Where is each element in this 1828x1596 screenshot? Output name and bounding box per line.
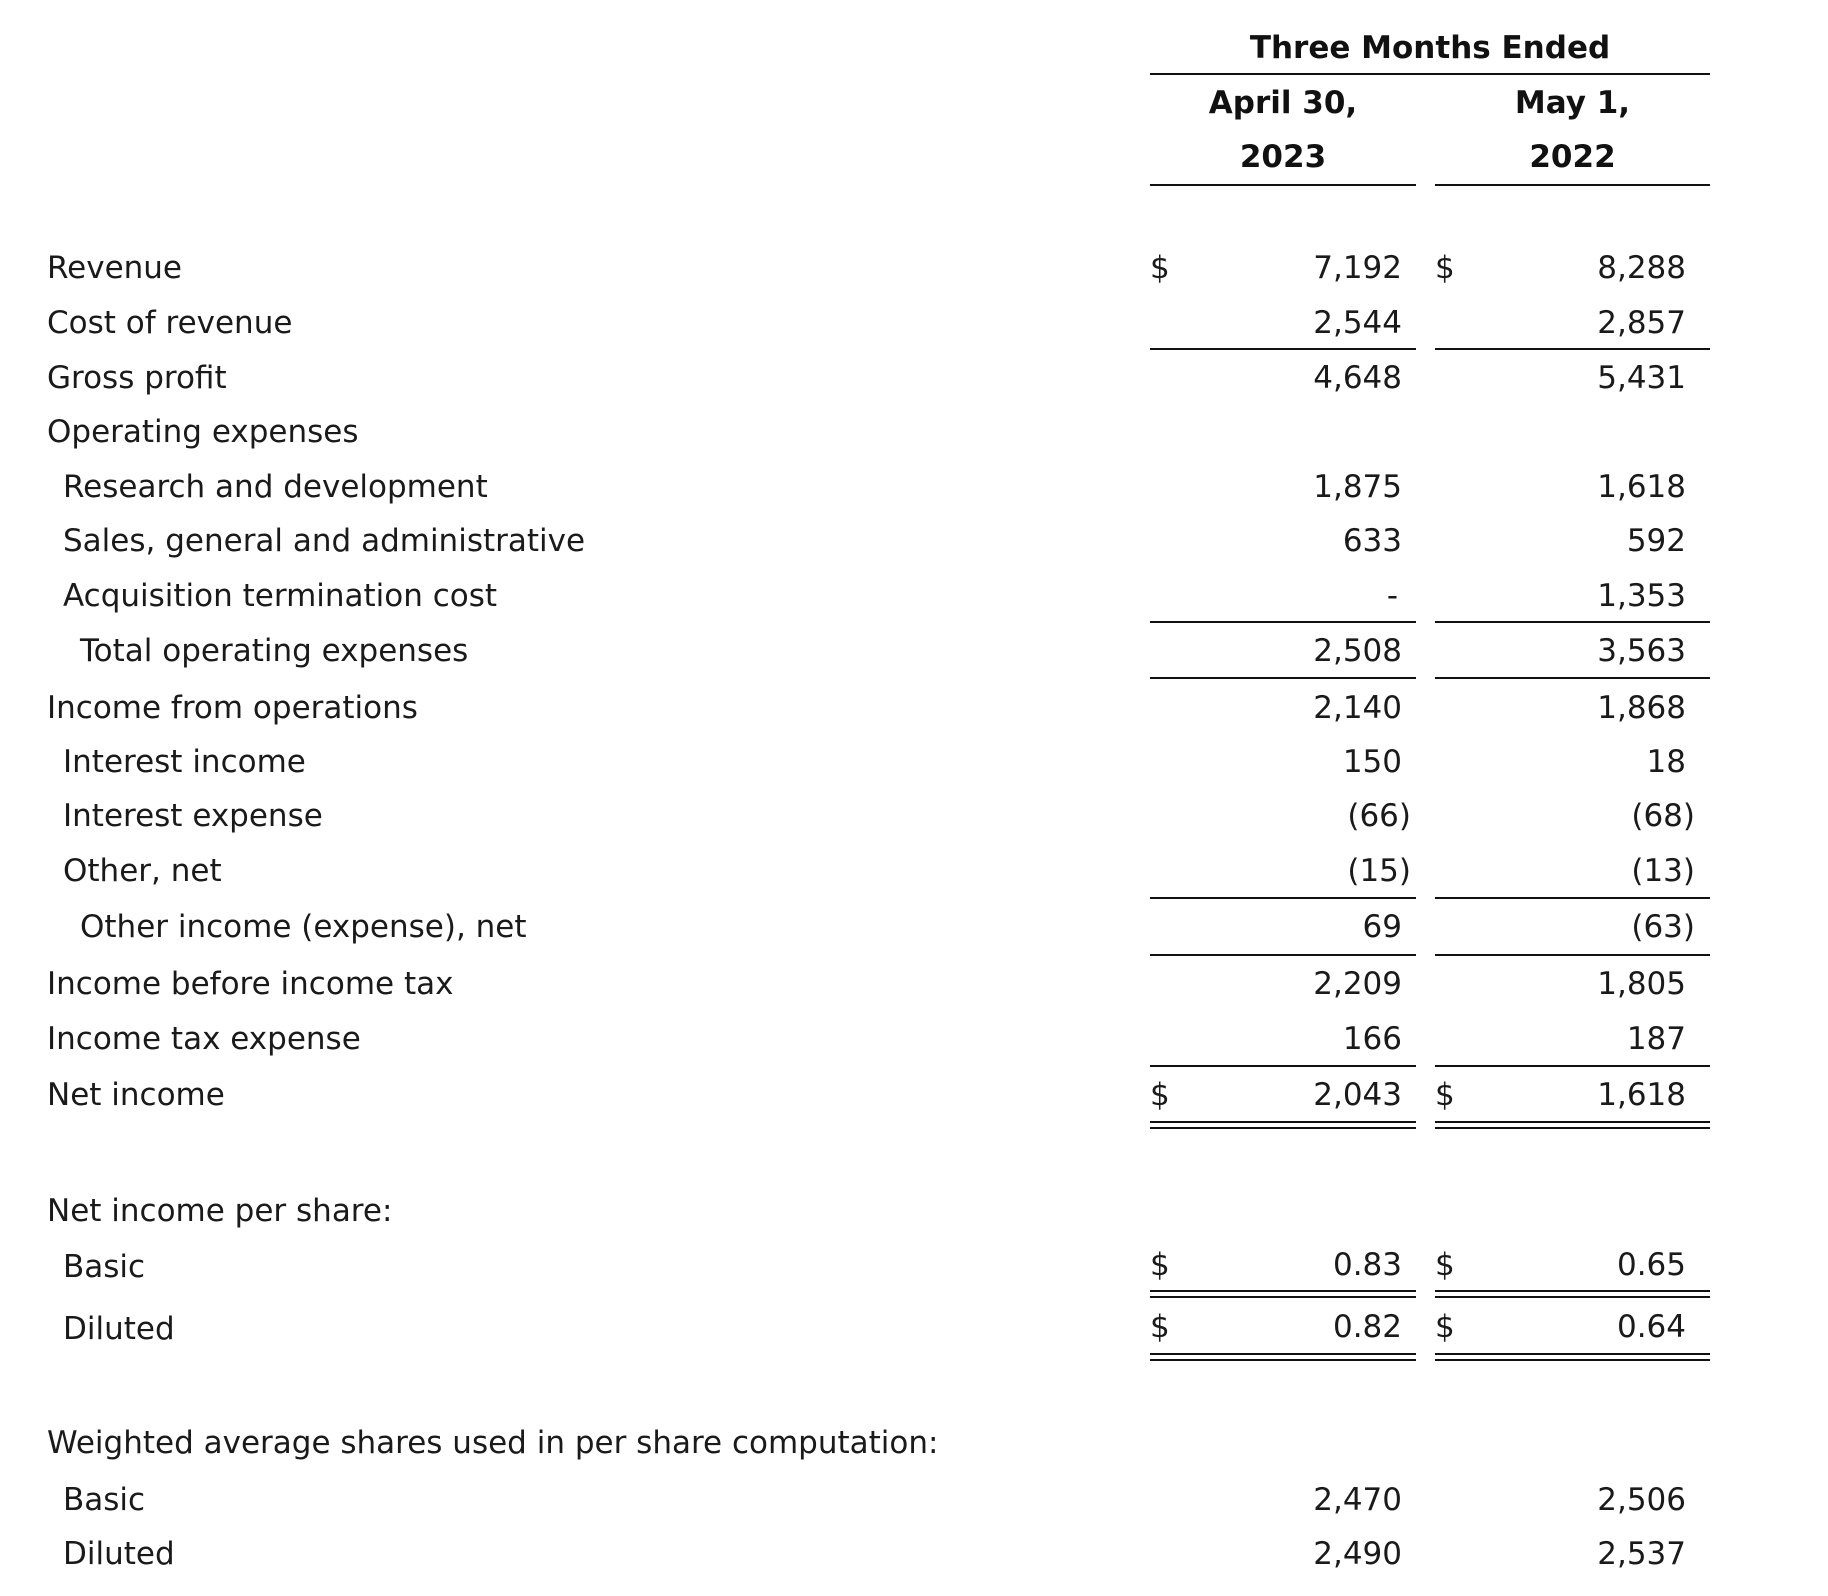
acquisition-termination-2022: 1,353 [1597, 578, 1686, 614]
diluted-shares-2022: 2,537 [1597, 1536, 1686, 1572]
row-label-net-income: Net income [47, 1077, 225, 1113]
subtotal-rule [1150, 677, 1416, 679]
other-income-expense-2023: 69 [1362, 909, 1402, 945]
currency-symbol: $ [1435, 1309, 1455, 1345]
basic-eps-2022: 0.65 [1616, 1247, 1686, 1283]
subtotal-rule [1150, 1065, 1416, 1067]
row-label-acquisition-termination: Acquisition termination cost [63, 578, 498, 614]
currency-symbol: $ [1435, 1077, 1455, 1113]
research-development-2023: 1,875 [1313, 469, 1402, 505]
interest-income-2023: 150 [1342, 744, 1402, 780]
total-double-rule [1435, 1121, 1710, 1129]
header-rule [1150, 73, 1710, 75]
currency-symbol: $ [1150, 1247, 1170, 1283]
currency-symbol: $ [1435, 250, 1455, 286]
other-income-expense-2022: (63) [1631, 909, 1695, 945]
row-label-cost-of-revenue: Cost of revenue [47, 305, 293, 341]
total-operating-expenses-2023: 2,508 [1313, 633, 1402, 669]
subtotal-rule [1150, 348, 1416, 350]
row-label-income-tax-expense: Income tax expense [47, 1021, 361, 1057]
row-label-income-before-tax: Income before income tax [47, 966, 454, 1002]
subtotal-rule [1435, 621, 1710, 623]
col1-header-bottom-rule [1150, 184, 1416, 186]
subtotal-rule [1435, 677, 1710, 679]
row-label-basic-eps: Basic [63, 1249, 146, 1285]
currency-symbol: $ [1150, 250, 1170, 286]
subtotal-rule [1150, 897, 1416, 899]
total-double-rule [1150, 1121, 1416, 1129]
row-label-operating-expenses: Operating expenses [47, 414, 359, 450]
acquisition-termination-2023: - [1386, 578, 1398, 614]
currency-symbol: $ [1435, 1247, 1455, 1283]
income-from-operations-2023: 2,140 [1313, 690, 1402, 726]
row-label-sga: Sales, general and administrative [63, 523, 586, 559]
col2-header-bottom-rule [1435, 184, 1710, 186]
row-label-research-development: Research and development [63, 469, 488, 505]
income-from-operations-2022: 1,868 [1597, 690, 1686, 726]
income-tax-expense-2022: 187 [1626, 1021, 1686, 1057]
row-label-diluted-eps: Diluted [63, 1311, 175, 1347]
income-before-tax-2022: 1,805 [1597, 966, 1686, 1002]
income-before-tax-2023: 2,209 [1313, 966, 1402, 1002]
row-label-net-income-per-share: Net income per share: [47, 1193, 393, 1229]
row-label-interest-expense: Interest expense [63, 798, 323, 834]
total-double-rule [1150, 1353, 1416, 1361]
subtotal-rule [1435, 897, 1710, 899]
cost-of-revenue-2022: 2,857 [1597, 305, 1686, 341]
sga-2023: 633 [1342, 523, 1402, 559]
row-label-basic-shares: Basic [63, 1482, 146, 1518]
interest-expense-2023: (66) [1347, 798, 1411, 834]
col1-header-line2: 2023 [1239, 139, 1327, 175]
interest-expense-2022: (68) [1631, 798, 1695, 834]
col2-header-line1: May 1, [1514, 85, 1631, 121]
basic-eps-2023: 0.83 [1332, 1247, 1402, 1283]
row-label-other-net: Other, net [63, 853, 222, 889]
net-income-2023: 2,043 [1313, 1077, 1402, 1113]
net-income-2022: 1,618 [1597, 1077, 1686, 1113]
row-label-interest-income: Interest income [63, 744, 306, 780]
col2-header-line2: 2022 [1529, 139, 1616, 175]
row-label-weighted-average-shares: Weighted average shares used in per share computation: [47, 1425, 939, 1461]
interest-income-2022: 18 [1646, 744, 1686, 780]
diluted-eps-2023: 0.82 [1332, 1309, 1402, 1345]
subtotal-rule [1150, 954, 1416, 956]
currency-symbol: $ [1150, 1077, 1170, 1113]
row-label-gross-profit: Gross profit [47, 360, 227, 396]
row-label-total-operating-expenses: Total operating expenses [80, 633, 469, 669]
gross-profit-2023: 4,648 [1313, 360, 1402, 396]
revenue-2022: 8,288 [1597, 250, 1686, 286]
other-net-2022: (13) [1631, 853, 1695, 889]
row-label-revenue: Revenue [47, 250, 183, 286]
subtotal-rule [1435, 1065, 1710, 1067]
total-double-rule [1435, 1353, 1710, 1361]
row-label-income-from-operations: Income from operations [47, 690, 418, 726]
currency-symbol: $ [1150, 1309, 1170, 1345]
total-double-rule [1150, 1290, 1416, 1298]
row-label-other-income-expense: Other income (expense), net [80, 909, 527, 945]
subtotal-rule [1435, 348, 1710, 350]
basic-shares-2023: 2,470 [1313, 1482, 1402, 1518]
col1-header-line1: April 30, [1208, 85, 1358, 121]
column-group-title: Three Months Ended [1249, 30, 1611, 66]
subtotal-rule [1435, 954, 1710, 956]
basic-shares-2022: 2,506 [1597, 1482, 1686, 1518]
total-double-rule [1435, 1290, 1710, 1298]
total-operating-expenses-2022: 3,563 [1597, 633, 1686, 669]
row-label-diluted-shares: Diluted [63, 1536, 175, 1572]
subtotal-rule [1150, 621, 1416, 623]
diluted-shares-2023: 2,490 [1313, 1536, 1402, 1572]
income-tax-expense-2023: 166 [1342, 1021, 1402, 1057]
research-development-2022: 1,618 [1597, 469, 1686, 505]
revenue-2023: 7,192 [1313, 250, 1402, 286]
other-net-2023: (15) [1347, 853, 1411, 889]
cost-of-revenue-2023: 2,544 [1313, 305, 1402, 341]
gross-profit-2022: 5,431 [1597, 360, 1686, 396]
sga-2022: 592 [1626, 523, 1686, 559]
diluted-eps-2022: 0.64 [1616, 1309, 1686, 1345]
